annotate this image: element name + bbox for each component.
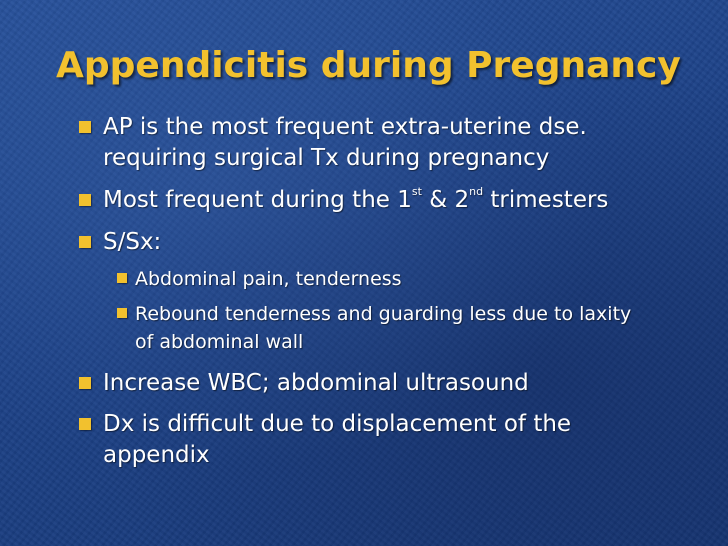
ordinal-suffix: st [411, 185, 422, 199]
bullet-item [103, 112, 663, 174]
sub-bullet-item [135, 265, 655, 293]
square-bullet-icon [79, 121, 91, 133]
sub-bullet-text: Rebound tenderness and guarding less due to laxity of abdominal wall [135, 303, 632, 353]
bullet-item [103, 409, 643, 471]
bullet-text: Dx is difficult due to displacement of the appendix [103, 411, 572, 468]
bullet-text: Most frequent during the 1 [103, 187, 412, 213]
square-bullet-icon [79, 194, 91, 206]
bullet-item [103, 185, 703, 216]
bullet-item [103, 368, 693, 399]
square-bullet-icon [79, 377, 91, 389]
bullet-item [103, 227, 663, 258]
ordinal-suffix: nd [469, 185, 484, 199]
bullet-text: AP is the most frequent extra-uterine dse. requiring surgical Tx during pregnancy [103, 114, 587, 171]
square-bullet-icon [117, 308, 127, 318]
bullet-text: S/Sx: [103, 229, 162, 255]
bullet-text: Increase WBC; abdominal ultrasound [103, 370, 529, 396]
sub-bullet-item [135, 300, 640, 356]
sub-bullet-text: Abdominal pain, tenderness [135, 268, 402, 290]
bullet-text: & 2 [421, 187, 470, 213]
square-bullet-icon [79, 236, 91, 248]
slide-title: Appendicitis during Pregnancy [56, 45, 681, 86]
square-bullet-icon [117, 273, 127, 283]
square-bullet-icon [79, 418, 91, 430]
bullet-text: trimesters [483, 187, 609, 213]
